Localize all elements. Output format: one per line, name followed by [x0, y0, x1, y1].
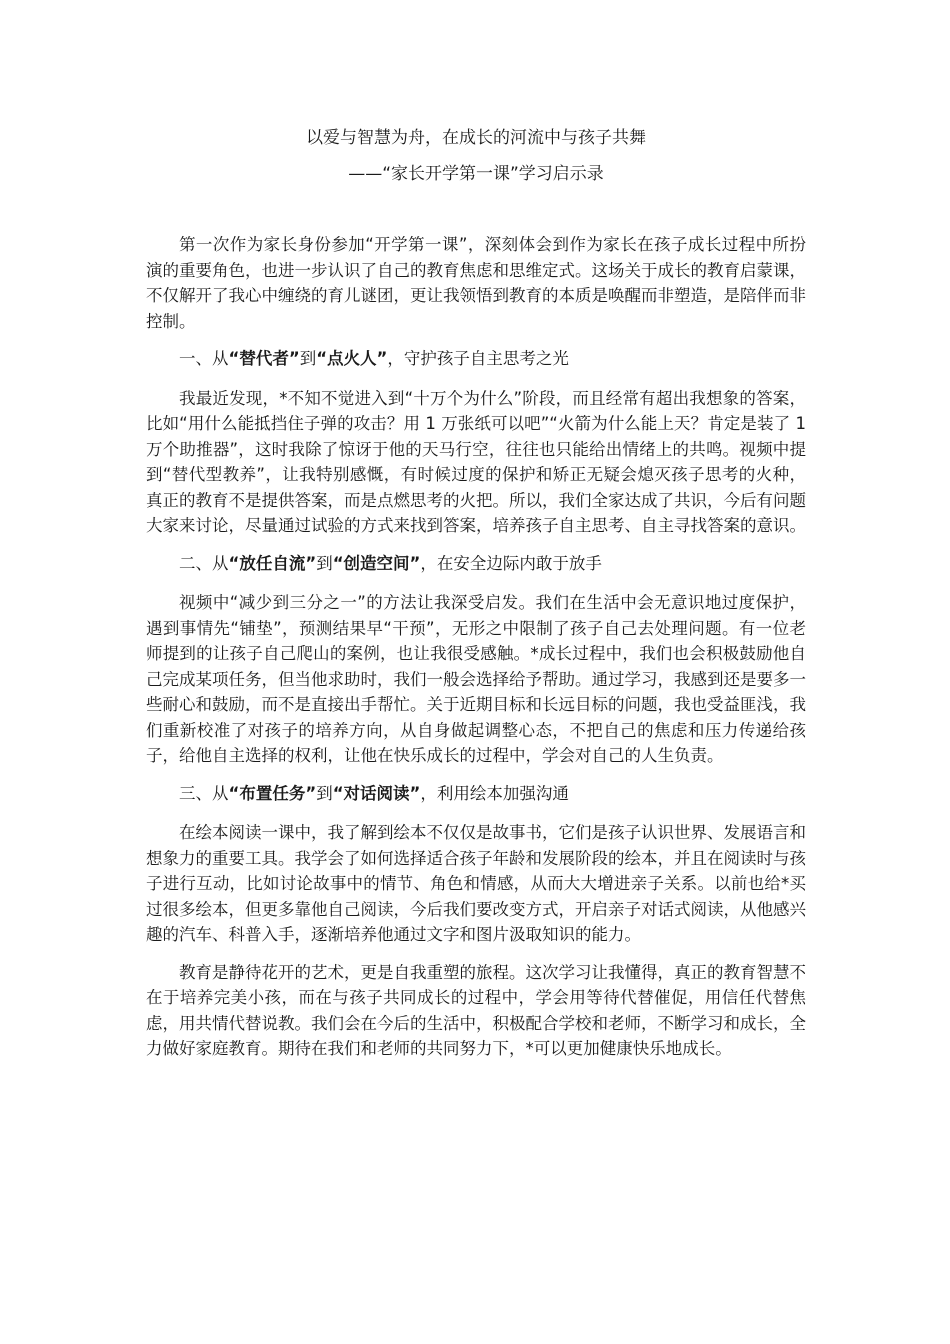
section-heading-3: 三、从“布置任务”到“对话阅读”，利用绘本加强沟通 [179, 783, 569, 803]
section-heading-1: 一、从“替代者”到“点火人”，守护孩子自主思考之光 [179, 349, 569, 368]
section-body-1: 我最近发现，*不知不觉进入到“十万个为什么”阶段，而且经常有超出我想象的答案，比如“用什么能抵挡住子弹的攻击？用 1 万张纸可以吧”“火箭为什么能上天？肯定是装了 1 万个助推器”，这时我除了惊讶于他的天马行空，往往也只能给出情绪上的共鸣。视频中提到“替代型教养”，让我特别感慨，有时候过度的保护和矫正无疑会熄灭孩子思考的火种，真正的教育不是提供答案，而是点燃思考的火把。所以，我们全家达成了共识，今后有问题大家来讨论，尽量通过试验的方式来找到答案，培养孩子自主思考、自主寻找答案的意识。 [146, 388, 806, 535]
section-body-3: 在绘本阅读一课中，我了解到绘本不仅仅是故事书，它们是孩子认识世界、发展语言和想象力的重要工具。我学会了如何选择适合孩子年龄和发展阶段的绘本，并且在阅读时与孩子进行互动，比如讨论故事中的情节、角色和情感，从而大大增进亲子关系。以前也给*买过很多绘本，但更多靠他自己阅读，今后我们要改变方式，开启亲子对话式阅读，从他感兴趣的汽车、科普入手，逐渐培养他通过文字和图片汲取知识的能力。 [146, 823, 806, 944]
document-title: 以爱与智慧为舟，在成长的河流中与孩子共舞 [306, 128, 646, 148]
conclusion-paragraph: 教育是静待花开的艺术，更是自我重塑的旅程。这次学习让我懂得，真正的教育智慧不在于培养完美小孩，而在与孩子共同成长的过程中，学会用等待代替催促，用信任代替焦虑，用共情代替说教。我们会在今后的生活中，积极配合学校和老师，不断学习和成长，全力做好家庭教育。期待在我们和老师的共同努力下，*可以更加健康快乐地成长。 [146, 962, 806, 1058]
intro-paragraph: 第一次作为家长身份参加“开学第一课”，深刻体会到作为家长在孩子成长过程中所扮演的重要角色，也进一步认识了自己的教育焦虑和思维定式。这场关于成长的教育启蒙课，不仅解开了我心中缠绕的育儿谜团，更让我领悟到教育的本质是唤醒而非塑造，是陪伴而非控制。 [146, 235, 806, 331]
document-subtitle: ——“家长开学第一课”学习启示录 [348, 164, 604, 184]
section-body-2: 视频中“减少到三分之一”的方法让我深受启发。我们在生活中会无意识地过度保护，遇到事情先“铺垫”，预测结果早“干预”，无形之中限制了孩子自己去处理问题。有一位老师提到的让孩子自己爬山的案例，也让我很受感触。*成长过程中，我们也会积极鼓励他自己完成某项任务，但当他求助时，我们一般会选择给予帮助。通过学习，我感到还是要多一些耐心和鼓励，而不是直接出手帮忙。关于近期目标和长远目标的问题，我也受益匪浅，我们重新校准了对孩子的培养方向，从自身做起调整心态，不把自己的焦虑和压力传递给孩子，给他自主选择的权利，让他在快乐成长的过程中，学会对自己的人生负责。 [146, 593, 806, 765]
section-heading-2: 二、从“放任自流”到“创造空间”，在安全边际内敢于放手 [179, 553, 602, 573]
document-body [146, 232, 806, 1074]
